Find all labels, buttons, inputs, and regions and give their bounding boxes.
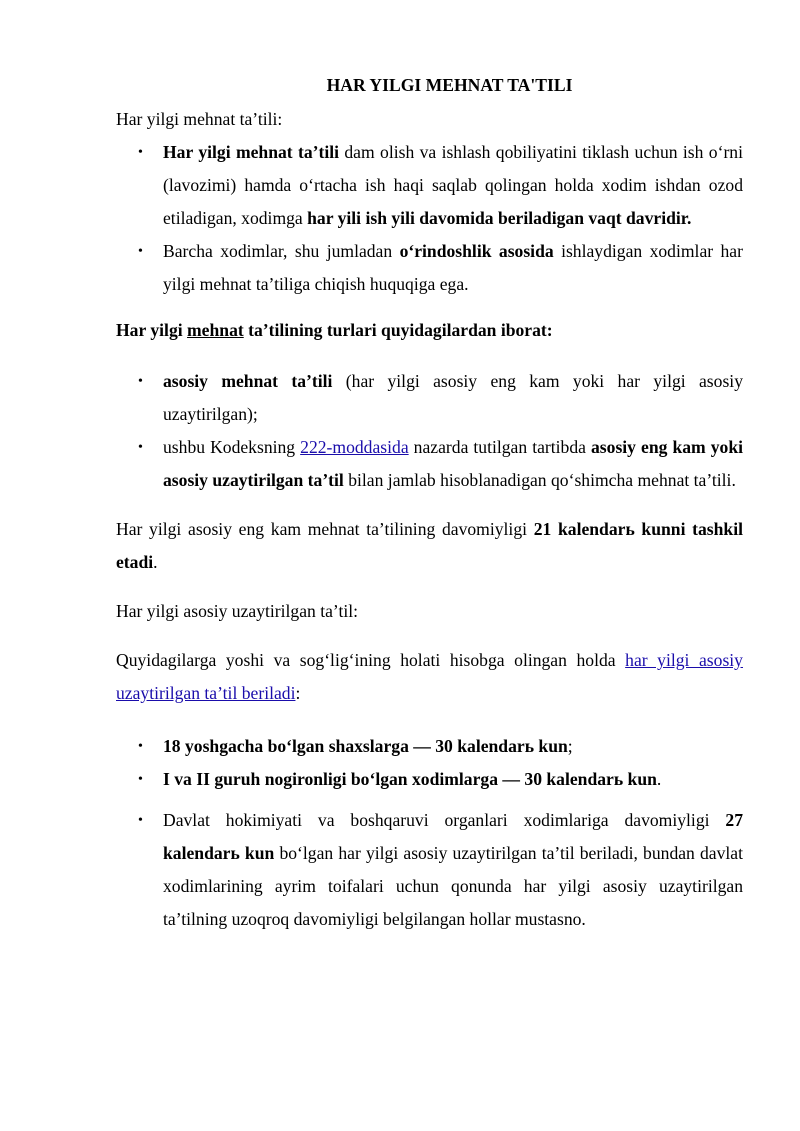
document-title: HAR YILGI MEHNAT TA'TILI (326, 75, 573, 95)
bullet-icon: • (138, 244, 143, 259)
bullet-icon: • (138, 374, 143, 389)
document-page (116, 72, 743, 936)
bullet-icon: • (138, 772, 143, 787)
min-duration-paragraph: Har yilgi asosiy eng kam mehnat ta’tilining davomiyligi 21 kalendarь kunni tashkil etadi. (116, 519, 743, 572)
civil-servants-list (116, 804, 743, 936)
extended-intro-paragraph: Quyidagilarga yoshi va sog‘lig‘ining holati hisobga olingan holda har yilgi asosiy uzaytirilgan ta’til beriladi: (116, 650, 743, 703)
extended-list (116, 730, 743, 796)
intro-label: Har yilgi mehnat ta’tili: (116, 109, 283, 129)
list-item: • ushbu Kodeksning 222-moddasida nazarda tutilgan tartibda asosiy eng kam yoki asosiy uzaytirilgan ta’til bilan jamlab hisoblanadigan qo‘shimcha mehnat ta’tili. (116, 431, 743, 497)
article-222-link[interactable]: 222-moddasida (300, 437, 409, 457)
bullet-icon: • (138, 813, 143, 828)
bullet-icon: • (138, 739, 143, 754)
extended-leave-link[interactable]: har yilgi asosiy uzaytirilgan ta’til beriladi (116, 650, 743, 703)
list-item: • I va II guruh nogironligi bo‘lgan xodimlarga — 30 kalendarь kun. (116, 763, 743, 796)
list-item: • 18 yoshgacha bo‘lgan shaxslarga — 30 kalendarь kun; (116, 730, 743, 763)
list-item: • Barcha xodimlar, shu jumladan o‘rindoshlik asosida ishlaydigan xodimlar har yilgi mehnat ta’tiliga chiqish huquqiga ega. (116, 235, 743, 301)
definition-list (116, 136, 743, 301)
bullet-icon: • (138, 145, 143, 160)
types-list (116, 365, 743, 497)
extended-heading: Har yilgi asosiy uzaytirilgan ta’til: (116, 601, 359, 621)
list-item: • Davlat hokimiyati va boshqaruvi organlari xodimlariga davomiyligi 27 kalendarь kun bo‘lgan har yilgi asosiy uzaytirilgan ta’til beriladi, bundan davlat xodimlarining ayrim toifalari uchun qonunda har yilgi asosiy uzaytirilgan ta’tilning uzoqroq davomiyligi belgilangan hollar mustasno. (116, 804, 743, 936)
list-item: • Har yilgi mehnat ta’tili dam olish va ishlash qobiliyatini tiklash uchun ish o‘rni (lavozimi) hamda o‘rtacha ish haqi saqlab qolingan holda xodim ishdan ozod etiladigan, xodimga har yili ish yili davomida beriladigan vaqt davridir. (116, 136, 743, 235)
bullet-icon: • (138, 440, 143, 455)
types-heading: Har yilgi mehnat ta’tilining turlari quyidagilardan iborat: (116, 320, 553, 340)
list-item: • asosiy mehnat ta’tili (har yilgi asosiy eng kam yoki har yilgi asosiy uzaytirilgan); (116, 365, 743, 431)
